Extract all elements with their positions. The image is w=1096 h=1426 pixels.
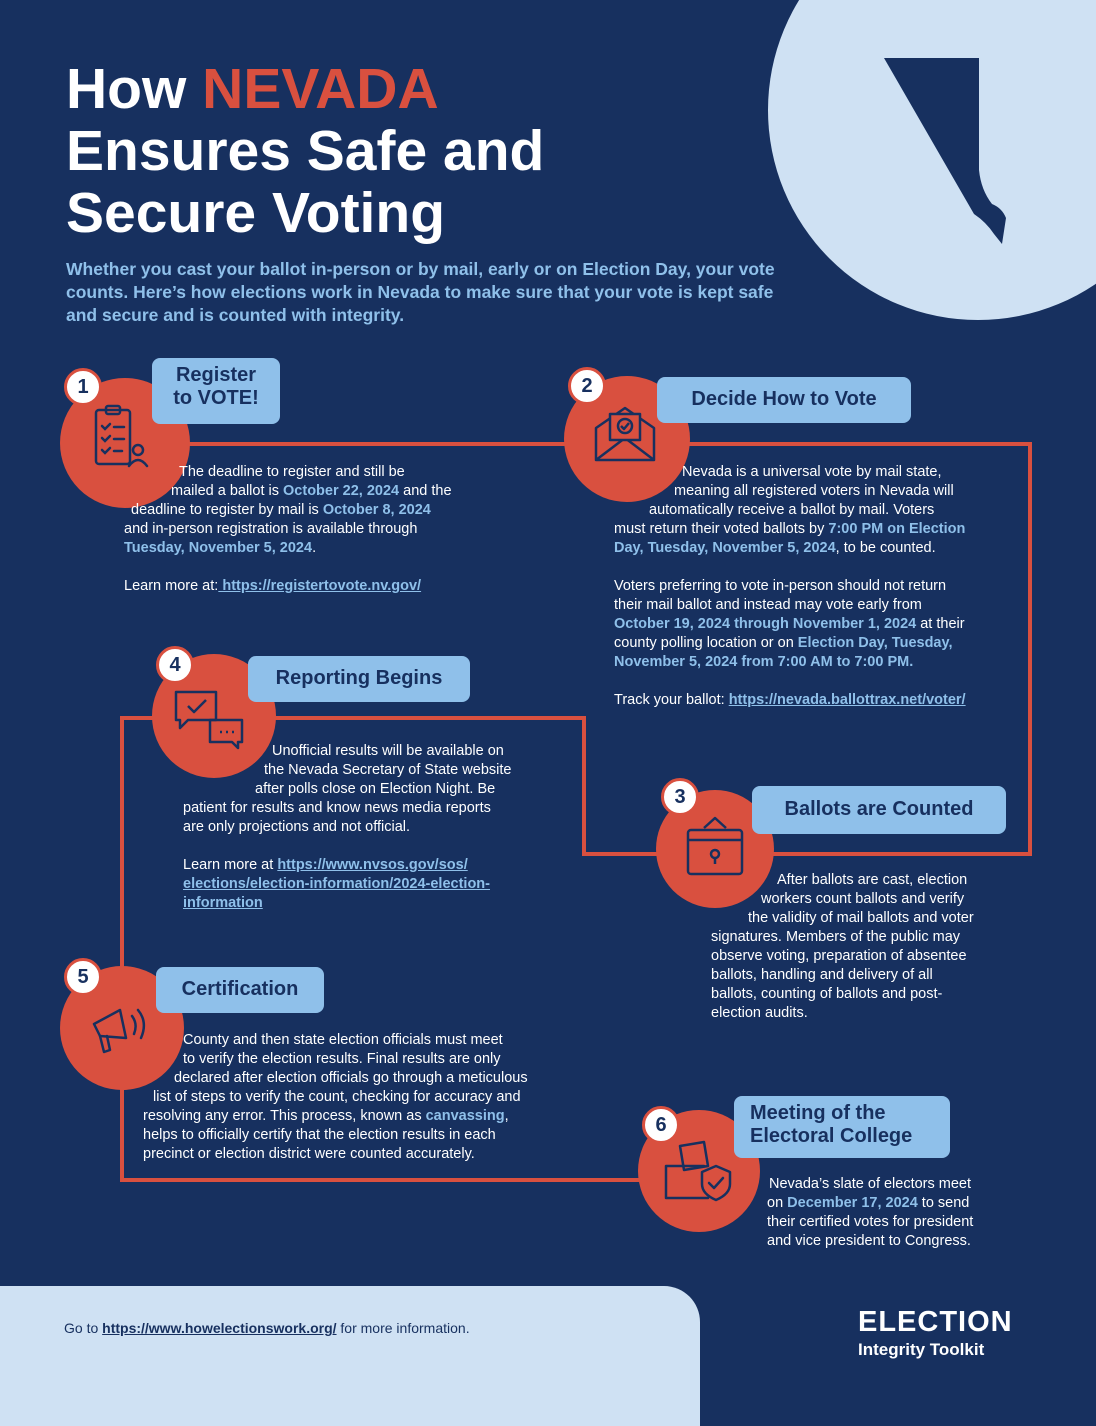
nvsos-link-cont[interactable]: elections/election-information/2024-election- [183, 876, 490, 892]
step-6-label: Meeting of the Electoral College [734, 1096, 950, 1158]
step-3-label: Ballots are Counted [752, 786, 1006, 834]
brand-logo-subtitle: Integrity Toolkit [858, 1340, 985, 1359]
step-4-number: 4 [156, 646, 194, 684]
step-3-text: After ballots are cast, election workers count ballots and verify the validity of mail ballots and voter signatures. Members of the public may observe voting, preparation of absentee ballots, handling and delivery of all ballots, counting of ballots and post- election audits. [711, 872, 974, 1021]
step-5-label: Certification [156, 967, 324, 1013]
mail-ballot-icon [592, 404, 658, 464]
step-1-number: 1 [64, 368, 102, 406]
step-1-text: The deadline to register and still be mailed a ballot is October 22, 2024 and the deadline to register by mail is October 8, 2024 and in-person registration is available through Tuesday, November 5, 2024. Learn more at: https://registertovote.nv.gov/ [124, 464, 452, 594]
canvassing-term: canvassing [425, 1108, 505, 1124]
step-1-label: Register to VOTE! [152, 358, 280, 424]
step-5-text: County and then state election officials must meet to verify the election results. Final results are only declared after election officials go through a meticulous list of steps to verify the count, checking for accuracy and resolving any error. This process, known as canvassing, helps to officially certify that the election results in each precinct or election district were counted accurately. [143, 1032, 528, 1162]
step-6-text: Nevada’s slate of electors meet on December 17, 2024 to send their certified votes for president and vice president to Congress. [767, 1176, 974, 1249]
step-3-number: 3 [661, 778, 699, 816]
connector-line [120, 1178, 700, 1182]
page-title: How NEVADA Ensures Safe and Secure Voting [66, 57, 545, 245]
step-2-label: Decide How to Vote [657, 377, 911, 423]
step-4-label: Reporting Begins [248, 656, 470, 702]
connector-line [582, 852, 1032, 856]
step-2-text: Nevada is a universal vote by mail state, meaning all registered voters in Nevada will automatically receive a ballot by mail. Voters must return their voted ballots by 7:00 PM on Election Day, Tuesday, November 5, 2024, to be counted. Voters preferring to vote in-person should not return their mail ballot and instead may vote early from October 19, 2024 through November 1, 2024 at their county polling location or on Election Day, Tuesday, November 5, 2024 from 7:00 AM to 7:00 PM. Track your ballot: https://nevada.ballottrax.net/voter/ [614, 464, 966, 708]
nevada-map-icon [884, 58, 1016, 248]
footer-panel [0, 1286, 700, 1426]
nvsos-link[interactable]: https://www.nvsos.gov/sos/ [277, 857, 468, 873]
step-5-number: 5 [64, 958, 102, 996]
nvsos-link-cont[interactable]: information [183, 895, 263, 911]
howelectionswork-link[interactable]: https://www.howelectionswork.org/ [102, 1320, 337, 1336]
step-4-text: Unofficial results will be available on the Nevada Secretary of State website after polls close on Election Night. Be patient for results and know news media reports are only projections and not official. Learn more at https://www.nvsos.gov/sos/ elections/election-information/2024-election- information [183, 742, 583, 913]
brand-logo-title: ELECTION [858, 1306, 1013, 1338]
footer-text: Go to https://www.howelectionswork.org/ for more information. [64, 1320, 470, 1336]
intro-text: Whether you cast your ballot in-person or by mail, early or on Election Day, your vote counts. Here’s how elections work in Nevada to make sure that your vote is kept safe and secure and is counted with integrity. [66, 259, 775, 325]
registertovote-link[interactable]: https://registertovote.nv.gov/ [218, 578, 422, 594]
ballottrax-link[interactable]: https://nevada.ballottrax.net/voter/ [728, 692, 966, 708]
ballot-shield-icon [664, 1140, 734, 1202]
clipboard-checklist-icon [90, 404, 150, 470]
nevada-highlight: NEVADA [202, 57, 439, 121]
step-2-number: 2 [568, 367, 606, 405]
step-6-number: 6 [642, 1106, 680, 1144]
ballot-box-icon [684, 816, 746, 876]
connector-line [120, 716, 124, 1182]
